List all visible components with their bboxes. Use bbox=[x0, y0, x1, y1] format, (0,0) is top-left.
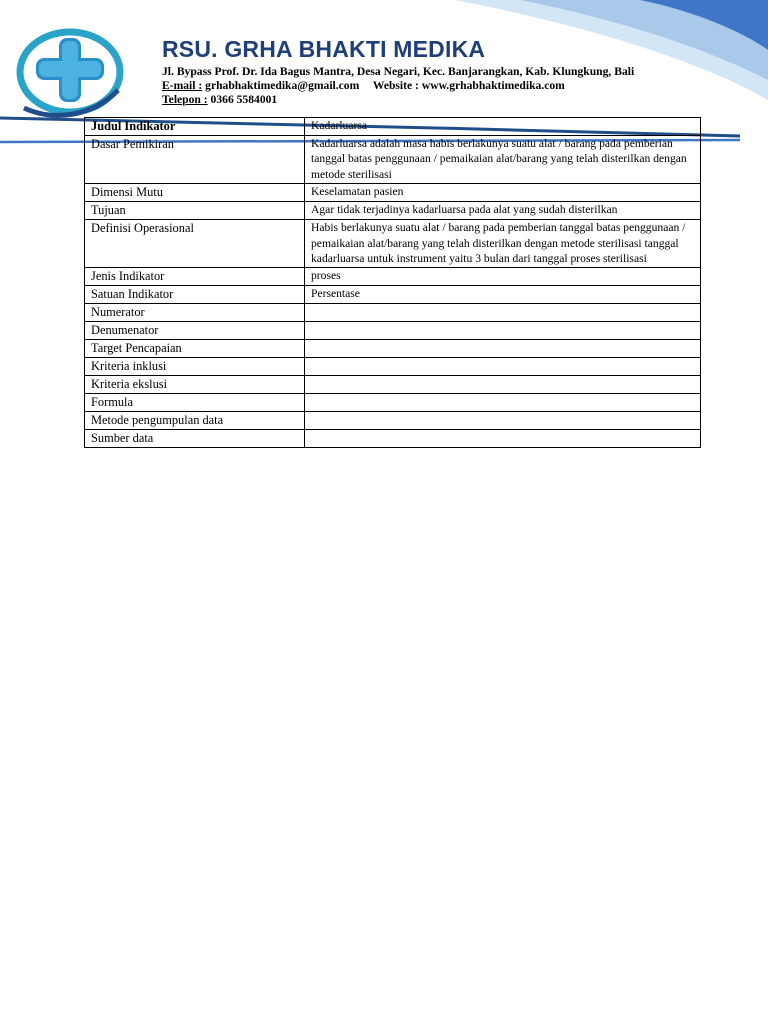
table-row bbox=[85, 430, 701, 448]
table-row bbox=[85, 412, 701, 430]
row-value bbox=[305, 358, 701, 376]
table-row bbox=[85, 202, 701, 220]
contact-line bbox=[162, 79, 565, 92]
table-row bbox=[85, 394, 701, 412]
table-row bbox=[85, 322, 701, 340]
row-label: Judul Indikator bbox=[85, 118, 305, 136]
row-value bbox=[305, 304, 701, 322]
website-value: www.grhabhaktimedika.com bbox=[421, 79, 565, 92]
row-label: Denumenator bbox=[85, 322, 305, 340]
row-value: proses bbox=[305, 268, 701, 286]
row-value bbox=[305, 322, 701, 340]
table-row bbox=[85, 286, 701, 304]
row-value: Agar tidak terjadinya kadarluarsa pada alat yang sudah disterilkan bbox=[305, 202, 701, 220]
organization-address: Jl. Bypass Prof. Dr. Ida Bagus Mantra, Desa Negari, Kec. Banjarangkan, Kab. Klungkung, Bali bbox=[162, 65, 635, 78]
row-label: Numerator bbox=[85, 304, 305, 322]
row-label: Definisi Operasional bbox=[85, 220, 305, 268]
row-value: Kadarluarsa adalah masa habis berlakunya suatu alat / barang pada pemberian tanggal batas penggunaan / pemaikaian alat/barang yang telah disterilkan dengan metode sterilisasi bbox=[305, 136, 701, 184]
row-value: Kadarluarsa bbox=[305, 118, 701, 136]
hospital-cross-logo-icon bbox=[14, 20, 126, 120]
row-label: Kriteria ekslusi bbox=[85, 376, 305, 394]
row-value bbox=[305, 340, 701, 358]
row-value bbox=[305, 412, 701, 430]
table-row bbox=[85, 136, 701, 184]
row-value: Keselamatan pasien bbox=[305, 184, 701, 202]
email-value: grhabhaktimedika@gmail.com bbox=[205, 79, 360, 92]
table-row bbox=[85, 340, 701, 358]
row-label: Jenis Indikator bbox=[85, 268, 305, 286]
row-value bbox=[305, 394, 701, 412]
organization-name: RSU. GRHA BHAKTI MEDIKA bbox=[162, 36, 486, 62]
row-value bbox=[305, 430, 701, 448]
indicator-profile-table bbox=[84, 117, 701, 448]
table-row bbox=[85, 184, 701, 202]
table-row bbox=[85, 358, 701, 376]
table-row bbox=[85, 268, 701, 286]
row-label: Metode pengumpulan data bbox=[85, 412, 305, 430]
row-value bbox=[305, 376, 701, 394]
row-label: Satuan Indikator bbox=[85, 286, 305, 304]
phone-line bbox=[162, 93, 277, 106]
row-label: Dimensi Mutu bbox=[85, 184, 305, 202]
row-label: Sumber data bbox=[85, 430, 305, 448]
table-row bbox=[85, 220, 701, 268]
row-value: Persentase bbox=[305, 286, 701, 304]
table-row bbox=[85, 304, 701, 322]
row-value: Habis berlakunya suatu alat / barang pada pemberian tanggal batas penggunaan / pemaikaian alat/barang yang telah disterilkan dengan metode sterilisasi tanggal kadarluarsa untuk instrument yaitu 3 bulan dari tanggal proses sterilisasi bbox=[305, 220, 701, 268]
row-label: Formula bbox=[85, 394, 305, 412]
email-label: E-mail : bbox=[162, 79, 203, 92]
row-label: Dasar Pemikiran bbox=[85, 136, 305, 184]
phone-value: 0366 5584001 bbox=[210, 93, 278, 106]
table-row bbox=[85, 376, 701, 394]
row-label: Target Pencapaian bbox=[85, 340, 305, 358]
row-label: Kriteria inklusi bbox=[85, 358, 305, 376]
website-label: Website : bbox=[372, 79, 419, 92]
phone-label: Telepon : bbox=[162, 93, 208, 106]
row-label: Tujuan bbox=[85, 202, 305, 220]
table-row bbox=[85, 118, 701, 136]
